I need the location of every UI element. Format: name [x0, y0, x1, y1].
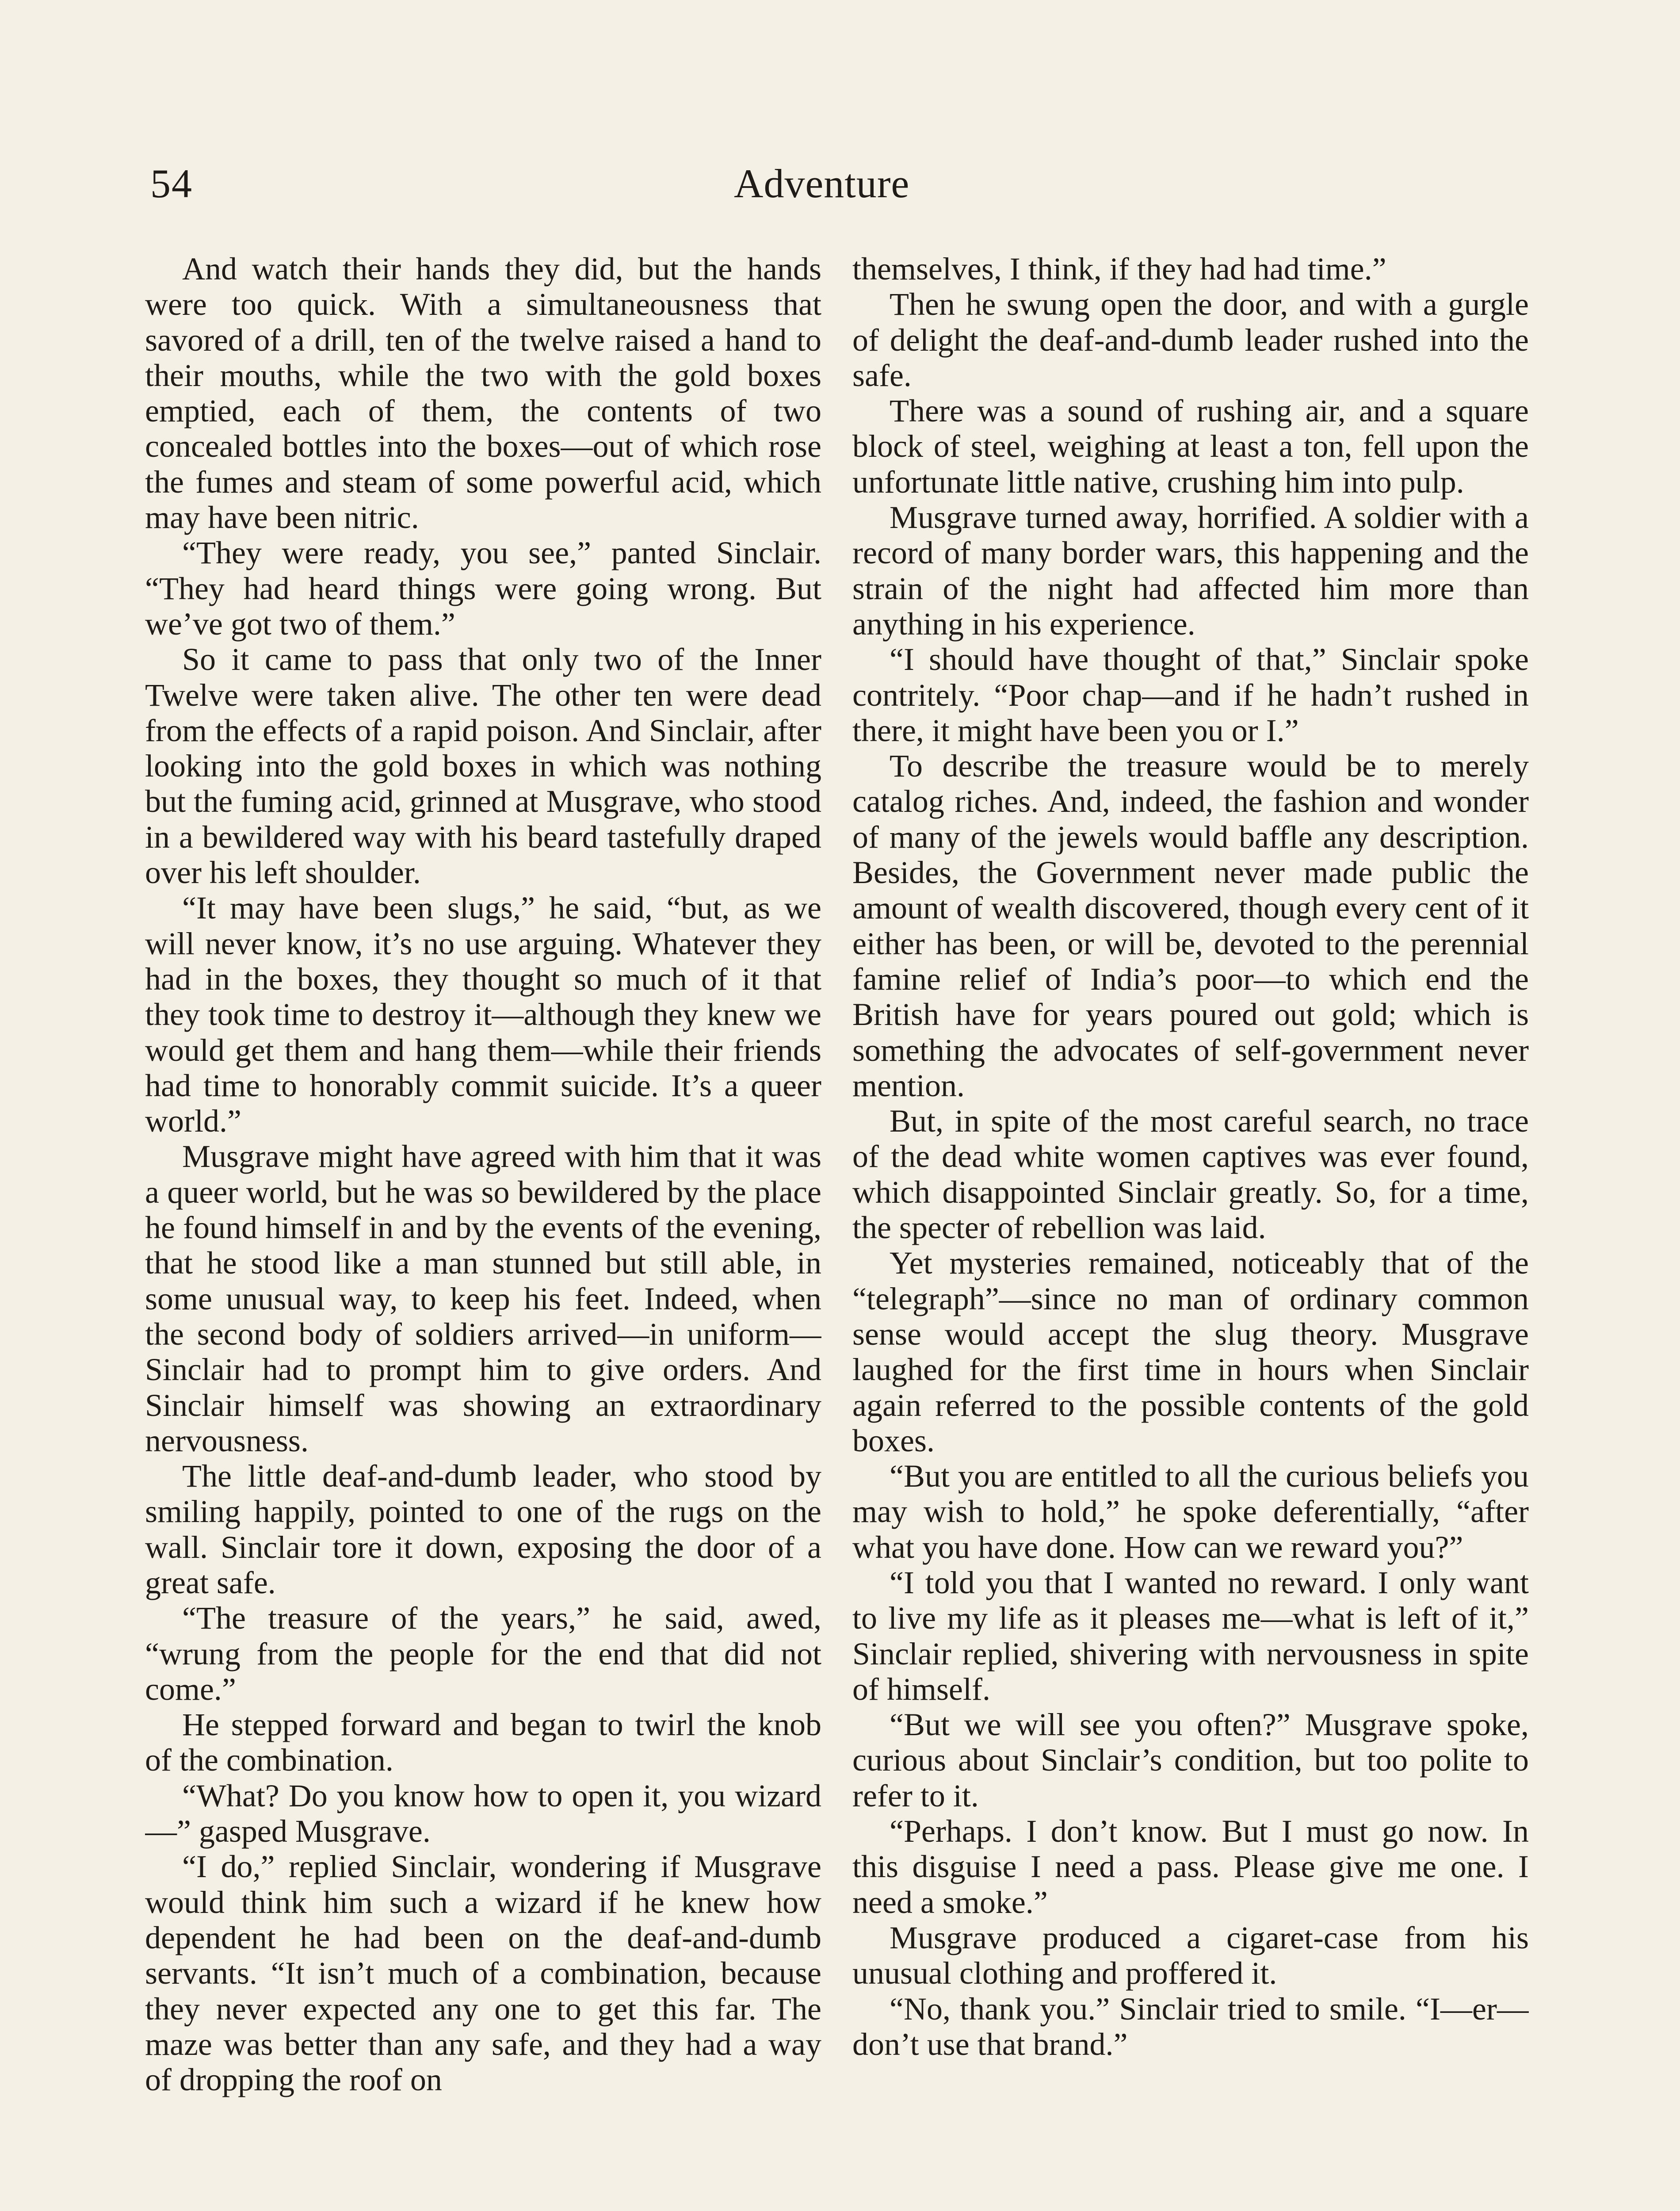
paragraph: Then he swung open the door, and with a gurgle of delight the deaf-and-dumb leader rushed into the safe.: [852, 287, 1529, 393]
paragraph: “They were ready, you see,” panted Sinclair. “They had heard things were going wrong. But we’ve got two of them.”: [145, 535, 821, 642]
paragraph: “I should have thought of that,” Sinclair spoke contritely. “Poor chap—and if he hadn’t rushed in there, it might have been you or I.”: [852, 642, 1529, 748]
continued-paragraph: themselves, I think, if they had had time.”: [852, 251, 1386, 287]
paragraph: “But we will see you often?” Musgrave spoke, curious about Sinclair’s condition, but too polite to refer to it.: [852, 1707, 1529, 1813]
text-columns: [145, 251, 1529, 2211]
paragraph: “What? Do you know how to open it, you wizard—” gasped Musgrave.: [145, 1778, 821, 1849]
paragraph: “I do,” replied Sinclair, wondering if Musgrave would think him such a wizard if he knew how dependent he had been on the deaf-and-dumb servants. “It isn’t much of a combination, because they never expected any one to get this far. The maze was better than any safe, and they had a way of dropping the roof on: [145, 1849, 821, 2098]
paragraph: “But you are entitled to all the curious beliefs you may wish to hold,” he spoke deferentially, “after what you have done. How can we reward you?”: [852, 1458, 1529, 1565]
left-column: [145, 251, 821, 2211]
paragraph: “I told you that I wanted no reward. I only want to live my life as it pleases me—what is left of it,” Sinclair replied, shivering with nervousness in spite of himself.: [852, 1565, 1529, 1707]
paragraph: To describe the treasure would be to merely catalog riches. And, indeed, the fashion and wonder of many of the jewels would baffle any description. Besides, the Government never made public the amount of wealth discovered, though every cent of it either has been, or will be, devoted to the perennial famine relief of India’s poor—to which end the British have for years poured out gold; which is something the advocates of self-government never mention.: [852, 748, 1529, 1103]
running-title: Adventure: [734, 161, 910, 206]
paragraph: The little deaf-and-dumb leader, who stood by smiling happily, pointed to one of the rugs on the wall. Sinclair tore it down, exposing the door of a great safe.: [145, 1458, 821, 1600]
paragraph: “Perhaps. I don’t know. But I must go now. In this disguise I need a pass. Please give me one. I need a smoke.”: [852, 1813, 1529, 1920]
page-number: 54: [150, 161, 193, 206]
paragraph: Musgrave might have agreed with him that it was a queer world, but he was so bewildered by the place he found himself in and by the events of the evening, that he stood like a man stunned but still able, in some unusual way, to keep his feet. Indeed, when the second body of soldiers arrived—in uniform—Sinclair had to prompt him to give orders. And Sinclair himself was showing an extraordinary nervousness.: [145, 1139, 821, 1458]
paragraph: Musgrave produced a cigaret-case from his unusual clothing and proffered it.: [852, 1920, 1529, 1991]
right-column: [852, 251, 1529, 2211]
paragraph: Musgrave turned away, horrified. A soldier with a record of many border wars, this happening and the strain of the night had affected him more than anything in his experience.: [852, 500, 1529, 642]
paragraph: So it came to pass that only two of the Inner Twelve were taken alive. The other ten were dead from the effects of a rapid poison. And Sinclair, after looking into the gold boxes in which was nothing but the fuming acid, grinned at Musgrave, who stood in a bewildered way with his beard tastefully draped over his left shoulder.: [145, 642, 821, 891]
paragraph: Yet mysteries remained, noticeably that of the “telegraph”—since no man of ordinary common sense would accept the slug theory. Musgrave laughed for the first time in hours when Sinclair again referred to the possible contents of the gold boxes.: [852, 1245, 1529, 1458]
paragraph: He stepped forward and began to twirl the knob of the combination.: [145, 1707, 821, 1778]
paragraph: “The treasure of the years,” he said, awed, “wrung from the people for the end that did not come.”: [145, 1600, 821, 1707]
paragraph: “No, thank you.” Sinclair tried to smile. “I—er—don’t use that brand.”: [852, 1991, 1529, 2062]
paragraph: There was a sound of rushing air, and a square block of steel, weighing at least a ton, fell upon the unfortunate little native, crushing him into pulp.: [852, 393, 1529, 500]
paragraph: “It may have been slugs,” he said, “but, as we will never know, it’s no use arguing. Whatever they had in the boxes, they thought so much of it that they took time to destroy it—although they knew we would get them and hang them—while their friends had time to honorably commit suicide. It’s a queer world.”: [145, 890, 821, 1139]
paragraph: But, in spite of the most careful search, no trace of the dead white women captives was ever found, which disappointed Sinclair greatly. So, for a time, the specter of rebellion was laid.: [852, 1103, 1529, 1246]
running-head: [0, 159, 1680, 208]
paragraph: And watch their hands they did, but the hands were too quick. With a simultaneousness that savored of a drill, ten of the twelve raised a hand to their mouths, while the two with the gold boxes emptied, each of them, the contents of two concealed bottles into the boxes—out of which rose the fumes and steam of some powerful acid, which may have been nitric.: [145, 251, 821, 536]
